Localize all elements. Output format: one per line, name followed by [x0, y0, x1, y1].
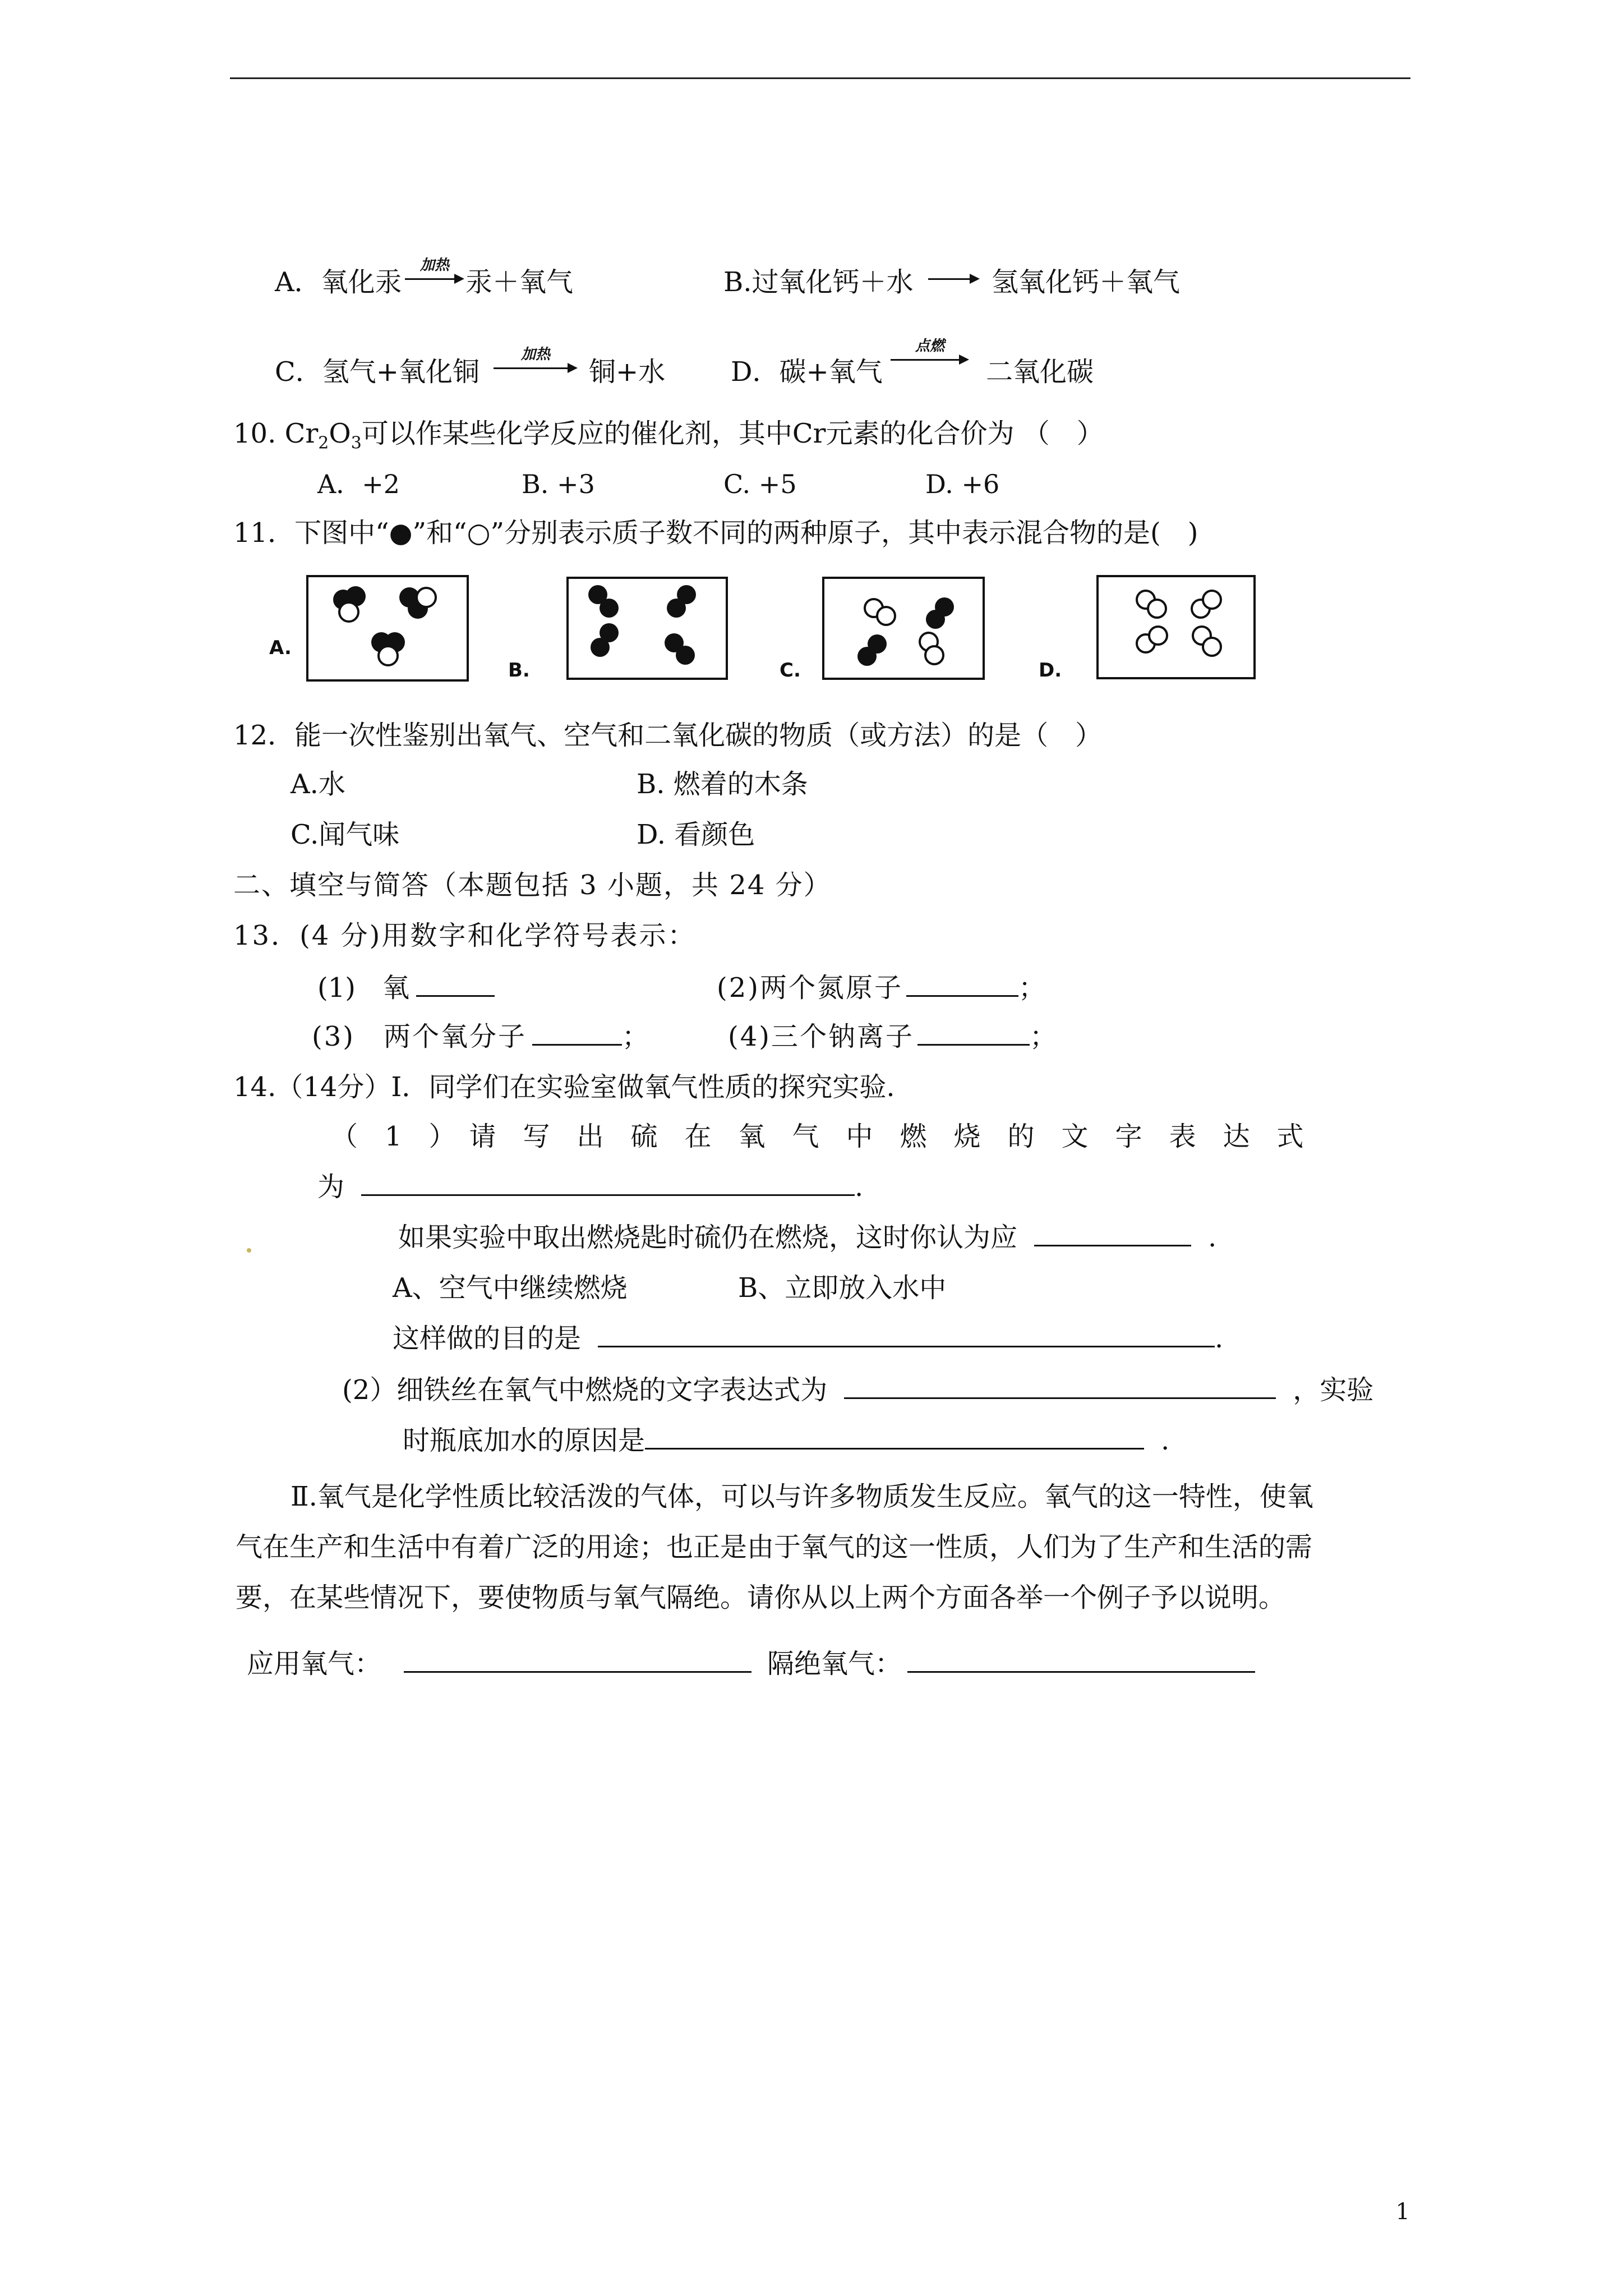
isolate-oxygen-blank[interactable] — [907, 1649, 1255, 1673]
isolate-oxygen-line: 隔绝氧气： — [767, 1648, 1255, 1680]
q14-part1-line1: （ 1 ） 请 写 出 硫 在 氧 气 中 燃 烧 的 文 字 表 达 式 — [331, 1121, 1304, 1152]
q11-label-c: C. — [780, 659, 801, 682]
q12-question: 12．能一次性鉴别出氧气、空气和二氧化碳的物质（或方法）的是（ ） — [233, 720, 1103, 751]
header-rule — [230, 77, 1410, 79]
stray-dot — [247, 1248, 251, 1253]
use-oxygen-blank[interactable] — [404, 1649, 751, 1673]
q10-question: 10. $Cr_2O_3$可以作某些化学反应的催化剂，其中Cr元素的化合价为 （ ） — [233, 418, 1104, 453]
molecule-diagram-c — [822, 577, 985, 680]
q10-option-d: D. +6 — [925, 469, 1000, 499]
q13-item-3: (3) 两个氧分子 ； — [312, 1021, 651, 1052]
molecule-diagram-d — [1096, 575, 1256, 679]
reaction-arrow-b — [928, 268, 980, 291]
q12-option-a: A.水 — [291, 769, 345, 800]
q14-option-a: A、空气中继续燃烧 — [393, 1272, 628, 1304]
q11-question: 11．下图中“●”和“○”分别表示质子数不同的两种原子，其中表示混合物的是( ) — [233, 517, 1198, 549]
use-oxygen-line: 应用氧气： — [247, 1648, 751, 1680]
q10-option-c: C. +5 — [723, 469, 797, 499]
q13-blank-3[interactable] — [532, 1022, 622, 1046]
q14-blank-choice[interactable] — [1034, 1222, 1191, 1246]
reaction-arrow-d: 点燃 — [891, 349, 969, 371]
q14-blank-purpose[interactable] — [598, 1323, 1215, 1347]
page-number: 1 — [1395, 2199, 1410, 2225]
q11-label-b: B. — [508, 659, 530, 682]
q11-label-d: D. — [1039, 659, 1062, 682]
q9-option-c: C．氢气+氧化铜 — [275, 356, 479, 388]
q9-option-a: A．氧化汞 — [275, 266, 402, 298]
q14-blank-iron-equation[interactable] — [844, 1375, 1276, 1399]
q14-blank-water-reason[interactable] — [645, 1425, 1144, 1450]
reaction-arrow-c: 加热 — [494, 357, 578, 380]
q12-option-c: C.闻气味 — [291, 819, 400, 850]
q14-option-b: B、立即放入水中 — [738, 1272, 947, 1304]
q12-option-b: B. 燃着的木条 — [637, 769, 808, 800]
reaction-arrow-a: 加热 — [405, 268, 464, 291]
section-heading: 二、填空与简答（本题包括 3 小题，共 24 分） — [233, 869, 832, 901]
q14-part2-paragraph-line1: Ⅱ.氧气是化学性质比较活泼的气体，可以与许多物质发生反应。氧气的这一特性，使氧 — [291, 1481, 1313, 1512]
q13-blank-2[interactable] — [906, 973, 1018, 997]
q9-product-a: 汞＋氧气 — [465, 266, 574, 298]
q9-option-b: B.过氧化钙＋水 — [723, 266, 914, 298]
q12-option-d: D. 看颜色 — [637, 819, 755, 850]
q14-purpose-line: 这样做的目的是 . — [393, 1323, 1224, 1354]
q13-item-4: (4)三个钠离子 ； — [728, 1021, 1059, 1052]
q9-product-c: 铜+水 — [589, 356, 666, 388]
q11-label-a: A. — [269, 637, 292, 659]
q9-product-d: 二氧化碳 — [986, 356, 1094, 388]
q14-part2-line1: (2）细铁丝在氧气中燃烧的文字表达式为 ，实验 — [342, 1374, 1374, 1406]
molecule-diagram-a — [306, 575, 469, 682]
q9-option-d: D．碳+氧气 — [731, 356, 883, 388]
q14-part2-line2: 时瓶底加水的原因是 . — [403, 1425, 1170, 1456]
molecule-diagram-b — [566, 577, 728, 680]
q13-question: 13．(4 分)用数字和化学符号表示： — [233, 920, 697, 951]
q10-option-a: A．+2 — [317, 469, 400, 499]
q14-part2-paragraph-line2: 气在生产和生活中有着广泛的用途；也正是由于氧气的这一性质，人们为了生产和生活的需 — [236, 1531, 1313, 1563]
q14-part1-line3: 如果实验中取出燃烧匙时硫仍在燃烧，这时你认为应 . — [398, 1222, 1217, 1253]
q10-option-b: B. +3 — [522, 469, 595, 499]
q14-part1-line2: 为 . — [317, 1171, 864, 1203]
q14-part2-paragraph-line3: 要，在某些情况下，要使物质与氧气隔绝。请你从以上两个方面各举一个例子予以说明。 — [236, 1582, 1286, 1613]
q13-blank-1[interactable] — [416, 973, 495, 997]
q13-item-2: (2)两个氮原子 ； — [717, 972, 1048, 1004]
q14-blank-sulfur-equation[interactable] — [361, 1172, 855, 1196]
q13-item-1: (1) 氧 — [317, 972, 495, 1004]
q14-question: 14.（14分）Ⅰ．同学们在实验室做氧气性质的探究实验. — [233, 1071, 895, 1103]
q13-blank-4[interactable] — [917, 1022, 1030, 1046]
q9-product-b: 氢氧化钙＋氧气 — [992, 266, 1181, 298]
